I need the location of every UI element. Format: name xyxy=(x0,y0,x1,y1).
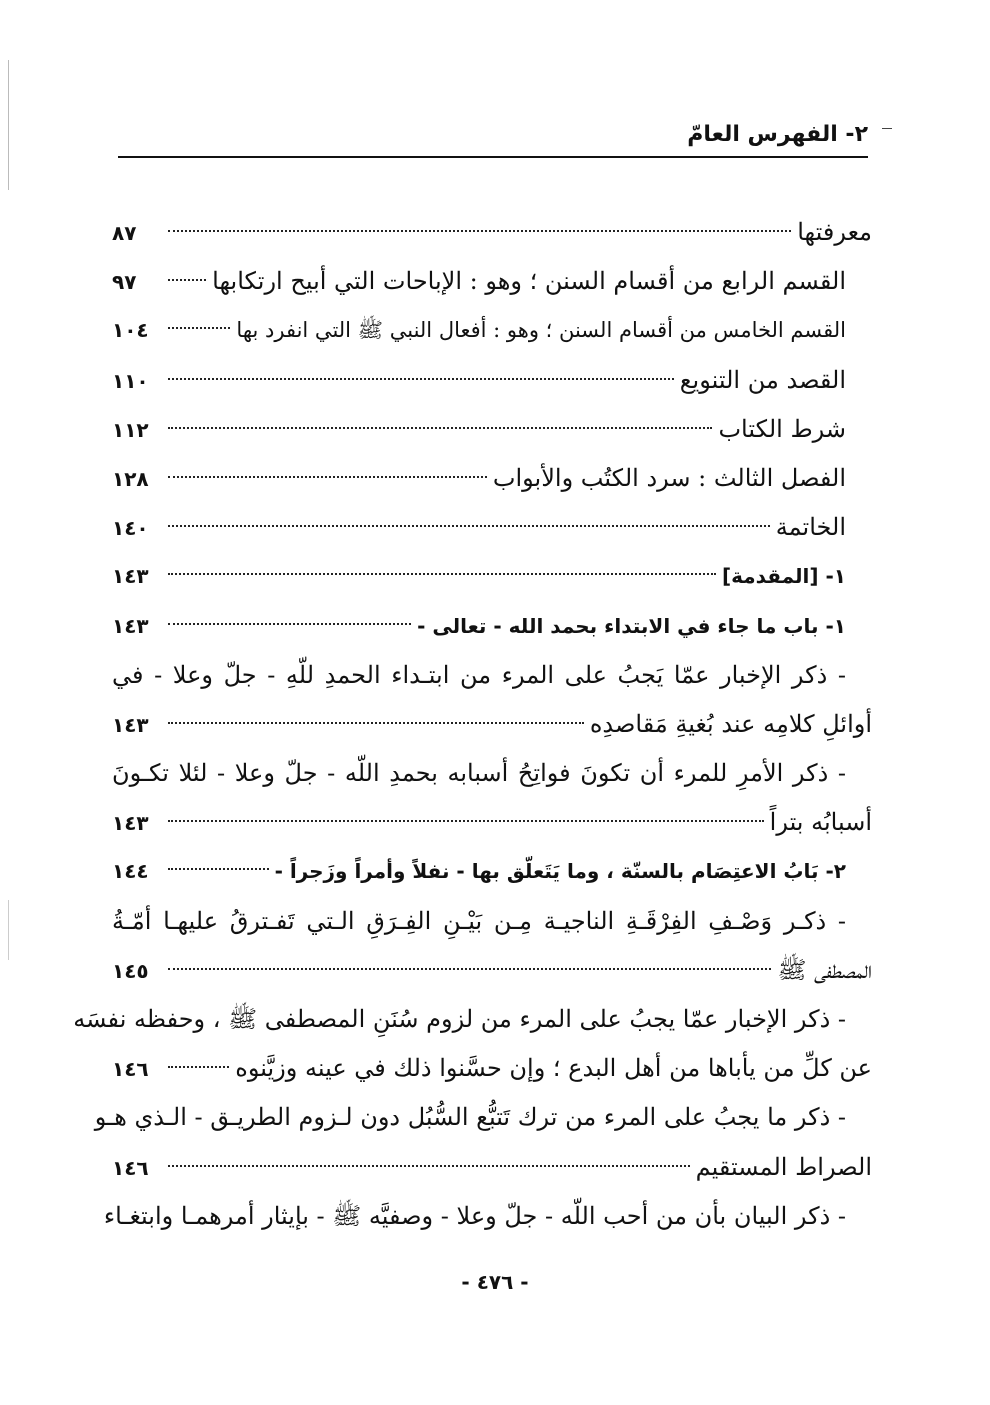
toc-entry-title: ١- باب ما جاء في الابتداء بحمد الله - تعالى - xyxy=(417,613,846,638)
toc-entry xyxy=(112,651,872,700)
toc-entry xyxy=(112,257,872,306)
dot-leader xyxy=(168,378,674,380)
toc-entry-title: عن كلِّ من يأباها من أهل البدع ؛ وإن حسَّنوا ذلك في عينه وزيَّنوه xyxy=(235,1054,872,1083)
dot-leader xyxy=(168,279,206,281)
toc-entry-page: ١٤٣ xyxy=(112,811,149,836)
dot-leader xyxy=(168,525,770,527)
dot-leader xyxy=(168,230,791,232)
toc-entry xyxy=(112,405,872,454)
toc-entry-title: - ذكر الإخبار عمّا يَجبُ على المرء من ابتـداء الحمدِ للّهِ - جلّ وعلا - في xyxy=(112,660,846,689)
toc-entry-page: ١٤٤ xyxy=(112,859,149,884)
page-header xyxy=(118,120,868,158)
toc-entry xyxy=(73,995,872,1044)
toc-entry-page: ١٢٨ xyxy=(112,466,149,491)
toc-entry-title: معرفتها xyxy=(797,218,872,246)
toc-entry-title: القصد من التنويع xyxy=(679,365,846,394)
toc-entry-title: الصراط المستقيم xyxy=(695,1152,872,1181)
toc-entry xyxy=(112,454,872,503)
scan-margin-line xyxy=(8,60,11,190)
toc-entry xyxy=(112,1143,872,1192)
toc-entry-page: ١٤٣ xyxy=(112,613,149,638)
toc-entry xyxy=(94,1093,872,1142)
toc-entry xyxy=(112,897,872,946)
dot-leader xyxy=(168,722,584,724)
toc-entry xyxy=(103,1192,872,1241)
toc-entry-page: ٩٧ xyxy=(112,270,137,295)
toc-entry-page: ١٤٥ xyxy=(112,958,149,983)
toc-entry-page: ١٤٦ xyxy=(112,1155,149,1180)
toc-entry-page: ١١٢ xyxy=(112,417,149,442)
toc-entry xyxy=(112,552,872,601)
dot-leader xyxy=(168,476,487,478)
toc-entry-page: ١٠٤ xyxy=(112,318,149,343)
toc-entry-title: أسبابُه بتراً xyxy=(769,808,872,837)
toc-entry-page: ١٤٣ xyxy=(112,564,149,589)
toc-entry-title: - ذكر ما يجبُ على المرء من ترك تَتبُّع السُّبُل دون لـزوم الطريـق - الـذي هـو xyxy=(94,1103,846,1132)
toc-entry xyxy=(112,847,872,896)
toc-entry xyxy=(112,749,872,798)
dot-leader xyxy=(168,1066,229,1068)
toc-entry-title: شرط الكتاب xyxy=(718,414,846,443)
section-title: ٢- الفهرس العامّ xyxy=(687,122,868,147)
dot-leader xyxy=(168,868,269,870)
toc-entry-title: القسم الخامس من أقسام السنن ؛ وهو : أفعال النبي ﷺ التي انفرد بها xyxy=(236,318,846,343)
toc-entry xyxy=(112,602,872,651)
decorative-tick xyxy=(882,128,892,129)
dot-leader xyxy=(168,427,712,429)
toc-entry-title: ١- [المقدمة] xyxy=(722,564,846,589)
page-number: - ٤٧٦ - xyxy=(461,1270,529,1294)
table-of-contents xyxy=(73,208,872,1241)
toc-entry-page: ١٤٠ xyxy=(112,516,149,541)
toc-entry-title: الخاتمة xyxy=(775,513,846,542)
toc-entry xyxy=(112,1044,872,1093)
dot-leader xyxy=(168,327,230,329)
toc-entry xyxy=(112,798,872,847)
toc-entry-page: ١١٠ xyxy=(112,368,149,393)
toc-entry xyxy=(112,946,872,995)
toc-entry-page: ١٤٦ xyxy=(112,1057,149,1082)
dot-leader xyxy=(168,820,764,822)
toc-entry xyxy=(112,208,872,257)
toc-entry-title: - ذكر الأمرِ للمرء أن تكونَ فواتِحُ أسبابه بحمدِ اللّه - جلّ وعلا - لئلا تكـونَ xyxy=(112,759,846,788)
toc-entry-title: - ذكر البيان بأن من أحب اللّه - جلّ وعلا - وصفيَّه ﷺ - بإيثار أمرهمـا وابتغـاء xyxy=(103,1201,846,1230)
toc-entry-page: ١٤٣ xyxy=(112,712,149,737)
scan-margin-line xyxy=(8,900,11,960)
dot-leader xyxy=(168,573,716,575)
toc-entry-title: ٢- بَابُ الاعتِصَام بالسنّة ، وما يَتَعلّق بها - نفلاً وأمراً وزَجراً - xyxy=(274,859,846,884)
toc-entry-title: - ذكر الإخبار عمّا يجبُ على المرء من لزوم سُنَنِ المصطفى ﷺ ، وحفظه نفسَه xyxy=(73,1005,846,1033)
toc-entry xyxy=(112,700,872,749)
dot-leader xyxy=(168,968,771,970)
toc-entry-title: أوائلِ كلامِه عند بُغيةِ مَقاصدِه xyxy=(589,709,872,738)
toc-entry xyxy=(112,356,872,405)
toc-entry-title: - ذكـر وَصْـفِ الفِرْقَـةِ الناجيـة مِـن بَيْـنِ الفِـرَقِ الـتي تَفـترقُ عليهـا أمّـةُ xyxy=(112,906,846,935)
toc-entry-title: القسم الرابع من أقسام السنن ؛ وهو : الإباحات التي أبيح ارتكابها xyxy=(212,267,846,296)
toc-entry xyxy=(112,503,872,552)
dot-leader xyxy=(168,1165,690,1167)
toc-entry-title: المصطفى ﷺ xyxy=(777,955,872,984)
dot-leader xyxy=(168,623,411,625)
toc-entry-page: ٨٧ xyxy=(112,221,137,245)
toc-entry-title: الفصل الثالث : سرد الكتُب والأبواب xyxy=(492,463,846,492)
toc-entry xyxy=(112,306,872,355)
